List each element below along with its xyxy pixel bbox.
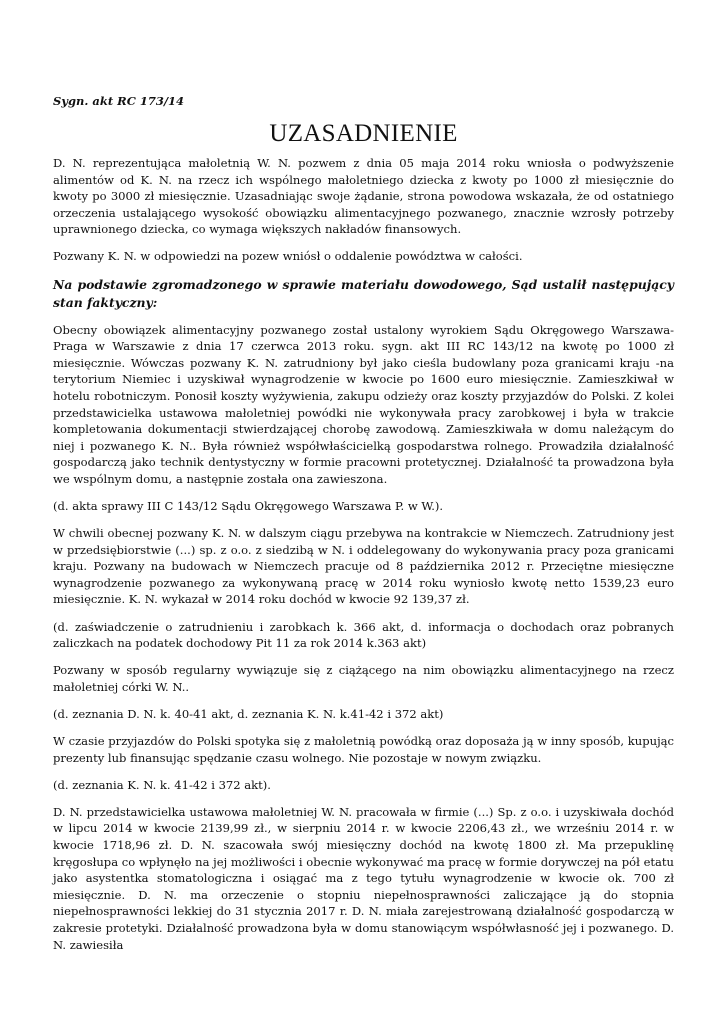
paragraph-visits: W czasie przyjazdów do Polski spotyka się z małoletnią powódką oraz doposaża ją w inny sposób, kupując prezenty lub finansując spędzanie czasu wolnego. Nie pozostaje w nowym związku. (53, 734, 674, 765)
paragraph-defendant-employment: W chwili obecnej pozwany K. N. w dalszym ciągu przebywa na kontrakcie w Niemczech. Zatrudniony jest w przedsiębiorstwie (...) sp. z o.o. z siedzibą w N. i oddelegowany do wykonywania pracy poza granicami kraju. Pozwany na budowach w Niemczech pracuje od 8 października 2012 r. Przeciętne miesięczne wynagrodzenie pozwanego za wykonywaną pracę w 2014 roku wyniosło kwotę netto 1539,23 euro miesięcznie. K. N. wykazał w 2014 roku dochód w kwocie 92 139,37 zł. (53, 526, 674, 607)
section-heading: Na podstawie zgromadzonego w sprawie materiału dowodowego, Sąd ustalił następujący stan faktyczny: (53, 276, 674, 310)
case-reference: Sygn. akt RC 173/14 (53, 94, 185, 108)
paragraph-alimony-compliance: Pozwany w sposób regularny wywiązuje się z ciążącego na nim obowiązku alimentacyjnego na rzecz małoletniej córki W. N.. (53, 663, 674, 694)
evidence-citation: (d. zeznania K. N. k. 41-42 i 372 akt). (53, 777, 271, 792)
paragraph-response: Pozwany K. N. w odpowiedzi na pozew wniósł o oddalenie powództwa w całości. (53, 249, 523, 264)
evidence-citation: (d. zeznania D. N. k. 40-41 akt, d. zeznania K. N. k.41-42 i 372 akt) (53, 706, 444, 721)
evidence-citation: (d. zaświadczenie o zatrudnieniu i zarobkach k. 366 akt, d. informacja o dochodach oraz pobranych zaliczkach na podatek dochodowy Pit 11 za rok 2014 k.363 akt) (53, 619, 674, 651)
paragraph-plaintiff-income: D. N. przedstawicielka ustawowa małoletniej W. N. pracowała w firmie (...) Sp. z o.o. i uzyskiwała dochód w lipcu 2014 w kwocie 2139,99 zł., w sierpniu 2014 r. w kwocie 2206,43 zł., we wrześniu 2014 r. w kwocie 1718,96 zł. D. N. szacowała swój miesięczny dochód na kwotę 1800 zł. Ma przepuklinę kręgosłupa co wpłynęło na jej możliwości i obecnie wykonywać ma pracę w formie dorywczej na pół etatu jako asystentka stomatologiczna i osiągać ma z tego tytułu wynagrodzenie w kwocie ok. 700 zł miesięcznie. D. N. ma orzeczenie o stopniu niepełnosprawności zaliczające ją do stopnia niepełnosprawności lekkiej do 31 stycznia 2017 r. D. N. miała zarejestrowaną działalność gospodarczą w zakresie protetyki. Działalność prowadzona była w domu stanowiącym współwłasność jej i pozwanego. D. N. zawiesiła (53, 804, 674, 952)
paragraph-current-obligation: Obecny obowiązek alimentacyjny pozwanego został ustalony wyrokiem Sądu Okręgowego Warszawa-Praga w Warszawie z dnia 17 czerwca 2013 roku. sygn. akt III RC 143/12 na kwotę po 1000 zł miesięcznie. Wówczas pozwany K. N. zatrudniony był jako cieśla budowlany poza granicami kraju -na terytorium Niemiec i uzyskiwał wynagrodzenie w kwocie po 1600 euro miesięcznie. Zamieszkiwał w hotelu robotniczym. Ponosił koszty wyżywienia, zakupu odzieży oraz koszty przyjazdów do Polski. Z kolei przedstawicielka ustawowa małoletniej powódki nie wykonywała pracy zarobkowej i była w trakcie kompletowania dokumentacji stwierdzającej chorobę zawodową. Zamieszkiwała w domu należącym do niej i pozwanego K. N.. Była również współwłaścicielką gospodarstwa rolnego. Prowadziła działalność gospodarczą jako technik dentystyczny w formie pracowni protetycznej. Działalność ta prowadzona była we wspólnym domu, a następnie została ona zawieszona. (53, 322, 674, 486)
paragraph-claim: D. N. reprezentująca małoletnią W. N. pozwem z dnia 05 maja 2014 roku wniosła o podwyższenie alimentów od K. N. na rzecz ich wspólnego małoletniego dziecka z kwoty po 1000 zł miesięcznie do kwoty po 3000 zł miesięcznie. Uzasadniając swoje żądanie, strona powodowa wskazała, że od ostatniego orzeczenia ustalającego wysokość obowiązku alimentacyjnego pozwanego, znacznie wzrosły potrzeby uprawnionego dziecka, co wymaga większych nakładów finansowych. (53, 156, 674, 237)
evidence-citation: (d. akta sprawy III C 143/12 Sądu Okręgowego Warszawa P. w W.). (53, 499, 444, 513)
page-title: UZASADNIENIE (269, 120, 458, 147)
